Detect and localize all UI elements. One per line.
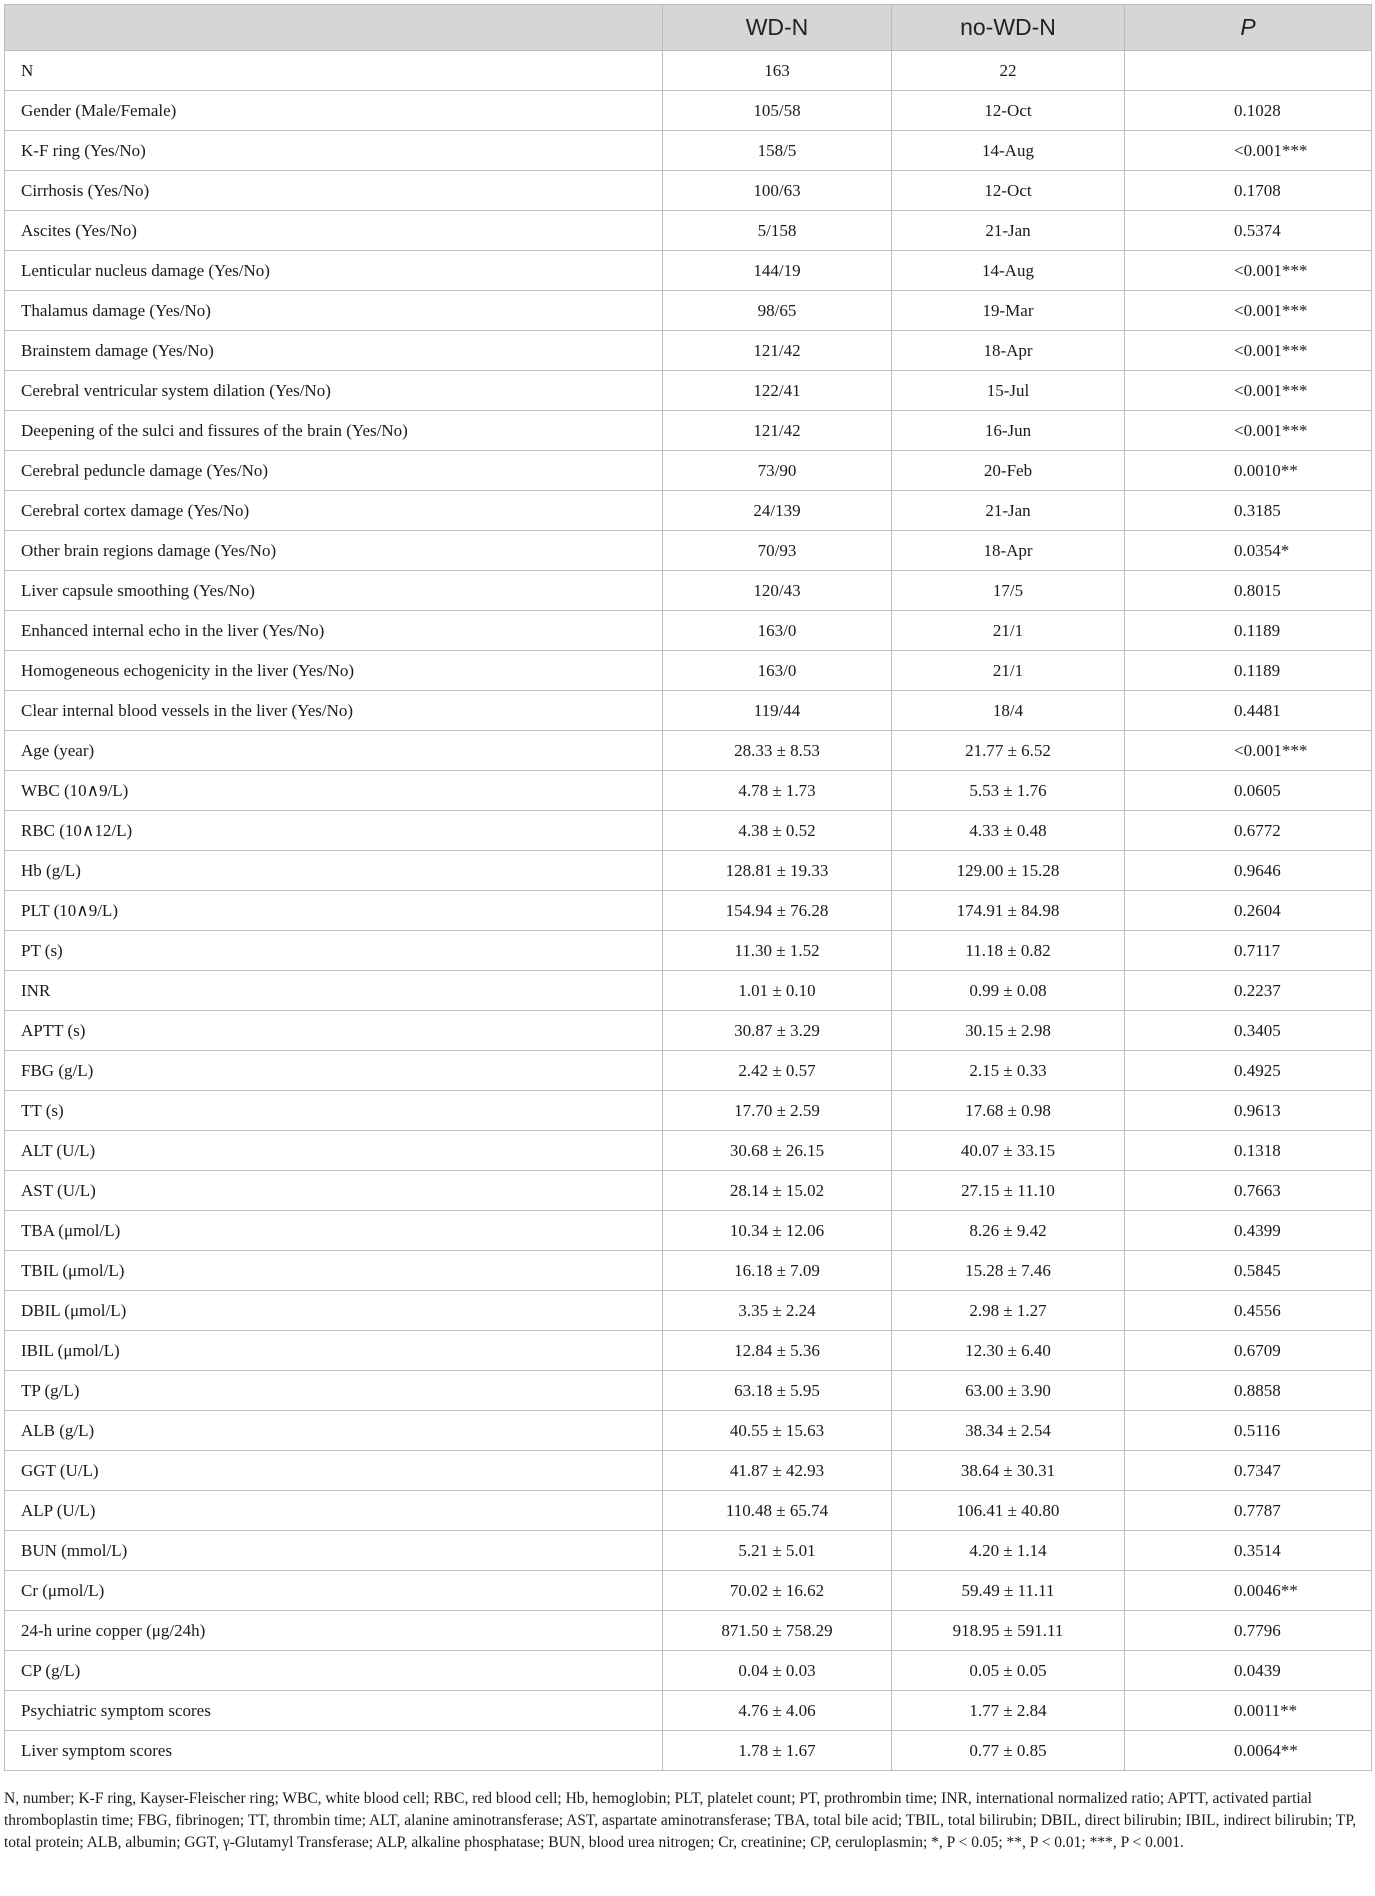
row-label: 24-h urine copper (μg/24h) (5, 1611, 663, 1651)
no-wd-n-value: 12.30 ± 6.40 (892, 1331, 1125, 1371)
table-row (5, 1331, 1372, 1371)
p-value: 0.0064** (1125, 1731, 1372, 1771)
no-wd-n-value: 21.77 ± 6.52 (892, 731, 1125, 771)
row-label: Ascites (Yes/No) (5, 211, 663, 251)
no-wd-n-value: 21-Jan (892, 211, 1125, 251)
table-row (5, 1451, 1372, 1491)
no-wd-n-value: 12-Oct (892, 171, 1125, 211)
row-label: Cirrhosis (Yes/No) (5, 171, 663, 211)
table-row (5, 811, 1372, 851)
row-label: TT (s) (5, 1091, 663, 1131)
table-row (5, 731, 1372, 771)
row-label: AST (U/L) (5, 1171, 663, 1211)
table-row (5, 1011, 1372, 1051)
p-value: <0.001*** (1125, 371, 1372, 411)
no-wd-n-value: 918.95 ± 591.11 (892, 1611, 1125, 1651)
table-row (5, 211, 1372, 251)
row-label: WBC (10∧9/L) (5, 771, 663, 811)
wd-n-value: 11.30 ± 1.52 (663, 931, 892, 971)
no-wd-n-value: 129.00 ± 15.28 (892, 851, 1125, 891)
p-value: 0.0354* (1125, 531, 1372, 571)
wd-n-value: 40.55 ± 15.63 (663, 1411, 892, 1451)
wd-n-value: 158/5 (663, 131, 892, 171)
p-value: 0.5374 (1125, 211, 1372, 251)
table-row (5, 1291, 1372, 1331)
header-row (5, 5, 1372, 51)
wd-n-value: 100/63 (663, 171, 892, 211)
row-label: TBIL (μmol/L) (5, 1251, 663, 1291)
no-wd-n-value: 2.98 ± 1.27 (892, 1291, 1125, 1331)
no-wd-n-value: 14-Aug (892, 251, 1125, 291)
wd-n-value: 121/42 (663, 331, 892, 371)
wd-n-value: 144/19 (663, 251, 892, 291)
row-label: Liver symptom scores (5, 1731, 663, 1771)
row-label: GGT (U/L) (5, 1451, 663, 1491)
p-value: 0.6709 (1125, 1331, 1372, 1371)
no-wd-n-value: 12-Oct (892, 91, 1125, 131)
table-row (5, 331, 1372, 371)
table-row (5, 451, 1372, 491)
p-value: 0.8015 (1125, 571, 1372, 611)
table-row (5, 611, 1372, 651)
p-value: 0.4481 (1125, 691, 1372, 731)
wd-n-value: 5.21 ± 5.01 (663, 1531, 892, 1571)
p-value: 0.0011** (1125, 1691, 1372, 1731)
header-variable (5, 5, 663, 51)
table-row (5, 1371, 1372, 1411)
wd-n-value: 163/0 (663, 651, 892, 691)
table-row (5, 891, 1372, 931)
no-wd-n-value: 14-Aug (892, 131, 1125, 171)
no-wd-n-value: 4.33 ± 0.48 (892, 811, 1125, 851)
table-row (5, 51, 1372, 91)
wd-n-value: 120/43 (663, 571, 892, 611)
table-row (5, 931, 1372, 971)
table-row (5, 491, 1372, 531)
p-value: <0.001*** (1125, 731, 1372, 771)
table-row (5, 771, 1372, 811)
wd-n-value: 154.94 ± 76.28 (663, 891, 892, 931)
p-value: <0.001*** (1125, 411, 1372, 451)
wd-n-value: 28.33 ± 8.53 (663, 731, 892, 771)
no-wd-n-value: 2.15 ± 0.33 (892, 1051, 1125, 1091)
row-label: Cerebral cortex damage (Yes/No) (5, 491, 663, 531)
wd-n-value: 70/93 (663, 531, 892, 571)
row-label: Clear internal blood vessels in the liver (Yes/No) (5, 691, 663, 731)
no-wd-n-value: 106.41 ± 40.80 (892, 1491, 1125, 1531)
no-wd-n-value: 15-Jul (892, 371, 1125, 411)
row-label: FBG (g/L) (5, 1051, 663, 1091)
p-value: 0.2604 (1125, 891, 1372, 931)
row-label: DBIL (μmol/L) (5, 1291, 663, 1331)
wd-n-value: 10.34 ± 12.06 (663, 1211, 892, 1251)
row-label: ALT (U/L) (5, 1131, 663, 1171)
wd-n-value: 16.18 ± 7.09 (663, 1251, 892, 1291)
wd-n-value: 30.68 ± 26.15 (663, 1131, 892, 1171)
p-value: 0.8858 (1125, 1371, 1372, 1411)
no-wd-n-value: 21/1 (892, 611, 1125, 651)
row-label: RBC (10∧12/L) (5, 811, 663, 851)
no-wd-n-value: 18-Apr (892, 331, 1125, 371)
wd-n-value: 110.48 ± 65.74 (663, 1491, 892, 1531)
p-value: 0.3514 (1125, 1531, 1372, 1571)
p-value: 0.0010** (1125, 451, 1372, 491)
wd-n-value: 105/58 (663, 91, 892, 131)
table-row (5, 1131, 1372, 1171)
wd-n-value: 4.38 ± 0.52 (663, 811, 892, 851)
header-wd-n: WD-N (663, 5, 892, 51)
wd-n-value: 63.18 ± 5.95 (663, 1371, 892, 1411)
wd-n-value: 163 (663, 51, 892, 91)
table-container (4, 4, 1371, 1771)
no-wd-n-value: 16-Jun (892, 411, 1125, 451)
wd-n-value: 121/42 (663, 411, 892, 451)
wd-n-value: 30.87 ± 3.29 (663, 1011, 892, 1051)
wd-n-value: 4.76 ± 4.06 (663, 1691, 892, 1731)
row-label: TBA (μmol/L) (5, 1211, 663, 1251)
no-wd-n-value: 5.53 ± 1.76 (892, 771, 1125, 811)
table-row (5, 411, 1372, 451)
wd-n-value: 73/90 (663, 451, 892, 491)
no-wd-n-value: 20-Feb (892, 451, 1125, 491)
header-no-wd-n: no-WD-N (892, 5, 1125, 51)
no-wd-n-value: 22 (892, 51, 1125, 91)
row-label: N (5, 51, 663, 91)
wd-n-value: 5/158 (663, 211, 892, 251)
row-label: Hb (g/L) (5, 851, 663, 891)
table-row (5, 531, 1372, 571)
table-row (5, 131, 1372, 171)
row-label: CP (g/L) (5, 1651, 663, 1691)
header-p-value: P (1125, 5, 1372, 51)
no-wd-n-value: 27.15 ± 11.10 (892, 1171, 1125, 1211)
table-row (5, 1251, 1372, 1291)
no-wd-n-value: 59.49 ± 11.11 (892, 1571, 1125, 1611)
row-label: Enhanced internal echo in the liver (Yes/No) (5, 611, 663, 651)
table-header (5, 5, 1372, 51)
table-row (5, 1531, 1372, 1571)
p-value: 0.6772 (1125, 811, 1372, 851)
table-row (5, 1651, 1372, 1691)
row-label: Other brain regions damage (Yes/No) (5, 531, 663, 571)
row-label: Psychiatric symptom scores (5, 1691, 663, 1731)
no-wd-n-value: 63.00 ± 3.90 (892, 1371, 1125, 1411)
no-wd-n-value: 15.28 ± 7.46 (892, 1251, 1125, 1291)
p-value: 0.5845 (1125, 1251, 1372, 1291)
row-label: APTT (s) (5, 1011, 663, 1051)
p-value: 0.2237 (1125, 971, 1372, 1011)
wd-n-value: 1.01 ± 0.10 (663, 971, 892, 1011)
table-row (5, 251, 1372, 291)
wd-n-value: 0.04 ± 0.03 (663, 1651, 892, 1691)
p-value: 0.0605 (1125, 771, 1372, 811)
table-row (5, 291, 1372, 331)
table-row (5, 1731, 1372, 1771)
wd-n-value: 122/41 (663, 371, 892, 411)
p-value: 0.0046** (1125, 1571, 1372, 1611)
wd-n-value: 17.70 ± 2.59 (663, 1091, 892, 1131)
no-wd-n-value: 0.99 ± 0.08 (892, 971, 1125, 1011)
row-label: Cerebral ventricular system dilation (Yes/No) (5, 371, 663, 411)
no-wd-n-value: 4.20 ± 1.14 (892, 1531, 1125, 1571)
no-wd-n-value: 19-Mar (892, 291, 1125, 331)
p-value: 0.9646 (1125, 851, 1372, 891)
wd-n-value: 12.84 ± 5.36 (663, 1331, 892, 1371)
p-value: <0.001*** (1125, 251, 1372, 291)
row-label: BUN (mmol/L) (5, 1531, 663, 1571)
table-row (5, 1691, 1372, 1731)
no-wd-n-value: 17/5 (892, 571, 1125, 611)
no-wd-n-value: 38.64 ± 30.31 (892, 1451, 1125, 1491)
no-wd-n-value: 11.18 ± 0.82 (892, 931, 1125, 971)
comparison-table (4, 4, 1372, 1771)
table-row (5, 1091, 1372, 1131)
wd-n-value: 70.02 ± 16.62 (663, 1571, 892, 1611)
wd-n-value: 119/44 (663, 691, 892, 731)
wd-n-value: 871.50 ± 758.29 (663, 1611, 892, 1651)
row-label: Liver capsule smoothing (Yes/No) (5, 571, 663, 611)
row-label: Cerebral peduncle damage (Yes/No) (5, 451, 663, 491)
p-value: <0.001*** (1125, 291, 1372, 331)
p-value: 0.7787 (1125, 1491, 1372, 1531)
p-value: 0.7796 (1125, 1611, 1372, 1651)
row-label: Thalamus damage (Yes/No) (5, 291, 663, 331)
p-value: 0.1189 (1125, 651, 1372, 691)
no-wd-n-value: 38.34 ± 2.54 (892, 1411, 1125, 1451)
p-value: 0.3185 (1125, 491, 1372, 531)
table-row (5, 371, 1372, 411)
p-value: <0.001*** (1125, 131, 1372, 171)
table-row (5, 1171, 1372, 1211)
p-value: 0.7347 (1125, 1451, 1372, 1491)
p-value (1125, 51, 1372, 91)
row-label: PLT (10∧9/L) (5, 891, 663, 931)
p-value: 0.7663 (1125, 1171, 1372, 1211)
table-row (5, 1211, 1372, 1251)
table-row (5, 1491, 1372, 1531)
table-row (5, 1611, 1372, 1651)
wd-n-value: 1.78 ± 1.67 (663, 1731, 892, 1771)
p-value: 0.4556 (1125, 1291, 1372, 1331)
no-wd-n-value: 30.15 ± 2.98 (892, 1011, 1125, 1051)
p-value: <0.001*** (1125, 331, 1372, 371)
no-wd-n-value: 0.05 ± 0.05 (892, 1651, 1125, 1691)
table-body (5, 51, 1372, 1771)
p-value: 0.9613 (1125, 1091, 1372, 1131)
row-label: Homogeneous echogenicity in the liver (Yes/No) (5, 651, 663, 691)
wd-n-value: 24/139 (663, 491, 892, 531)
row-label: TP (g/L) (5, 1371, 663, 1411)
row-label: K-F ring (Yes/No) (5, 131, 663, 171)
wd-n-value: 41.87 ± 42.93 (663, 1451, 892, 1491)
no-wd-n-value: 18/4 (892, 691, 1125, 731)
row-label: Cr (μmol/L) (5, 1571, 663, 1611)
no-wd-n-value: 17.68 ± 0.98 (892, 1091, 1125, 1131)
wd-n-value: 163/0 (663, 611, 892, 651)
p-value: 0.1189 (1125, 611, 1372, 651)
no-wd-n-value: 21/1 (892, 651, 1125, 691)
row-label: Lenticular nucleus damage (Yes/No) (5, 251, 663, 291)
p-value: 0.4925 (1125, 1051, 1372, 1091)
p-value: 0.7117 (1125, 931, 1372, 971)
no-wd-n-value: 174.91 ± 84.98 (892, 891, 1125, 931)
wd-n-value: 28.14 ± 15.02 (663, 1171, 892, 1211)
wd-n-value: 128.81 ± 19.33 (663, 851, 892, 891)
row-label: Gender (Male/Female) (5, 91, 663, 131)
p-value: 0.5116 (1125, 1411, 1372, 1451)
no-wd-n-value: 18-Apr (892, 531, 1125, 571)
no-wd-n-value: 8.26 ± 9.42 (892, 1211, 1125, 1251)
p-value: 0.1028 (1125, 91, 1372, 131)
row-label: IBIL (μmol/L) (5, 1331, 663, 1371)
table-row (5, 1571, 1372, 1611)
row-label: Deepening of the sulci and fissures of the brain (Yes/No) (5, 411, 663, 451)
table-footnote: N, number; K-F ring, Kayser-Fleischer ring; WBC, white blood cell; RBC, red blood cell; Hb, hemoglobin; PLT, platelet count; PT, prothrombin time; INR, international normalized ratio; APTT, activated partial thromboplastin time; FBG, fibrinogen; TT, thrombin time; ALT, alanine aminotransferase; AST, aspartate aminotransferase; TBA, total bile acid; TBIL, total bilirubin; DBIL, direct bilirubin; IBIL, indirect bilirubin; TP, total protein; ALB, albumin; GGT, γ-Glutamyl Transferase; ALP, alkaline phosphatase; BUN, blood urea nitrogen; Cr, creatinine; CP, ceruloplasmin; *, P < 0.05; **, P < 0.01; ***, P < 0.001. (4, 1790, 1357, 1851)
wd-n-value: 98/65 (663, 291, 892, 331)
no-wd-n-value: 21-Jan (892, 491, 1125, 531)
table-row (5, 851, 1372, 891)
table-row (5, 1051, 1372, 1091)
wd-n-value: 3.35 ± 2.24 (663, 1291, 892, 1331)
no-wd-n-value: 1.77 ± 2.84 (892, 1691, 1125, 1731)
row-label: INR (5, 971, 663, 1011)
table-row (5, 971, 1372, 1011)
no-wd-n-value: 40.07 ± 33.15 (892, 1131, 1125, 1171)
p-value: 0.1318 (1125, 1131, 1372, 1171)
wd-n-value: 4.78 ± 1.73 (663, 771, 892, 811)
p-value: 0.4399 (1125, 1211, 1372, 1251)
table-row (5, 1411, 1372, 1451)
p-value: 0.0439 (1125, 1651, 1372, 1691)
table-row (5, 651, 1372, 691)
no-wd-n-value: 0.77 ± 0.85 (892, 1731, 1125, 1771)
row-label: ALP (U/L) (5, 1491, 663, 1531)
table-row (5, 91, 1372, 131)
table-row (5, 171, 1372, 211)
row-label: PT (s) (5, 931, 663, 971)
row-label: Age (year) (5, 731, 663, 771)
p-value: 0.3405 (1125, 1011, 1372, 1051)
row-label: Brainstem damage (Yes/No) (5, 331, 663, 371)
wd-n-value: 2.42 ± 0.57 (663, 1051, 892, 1091)
table-row (5, 691, 1372, 731)
p-value: 0.1708 (1125, 171, 1372, 211)
row-label: ALB (g/L) (5, 1411, 663, 1451)
table-row (5, 571, 1372, 611)
